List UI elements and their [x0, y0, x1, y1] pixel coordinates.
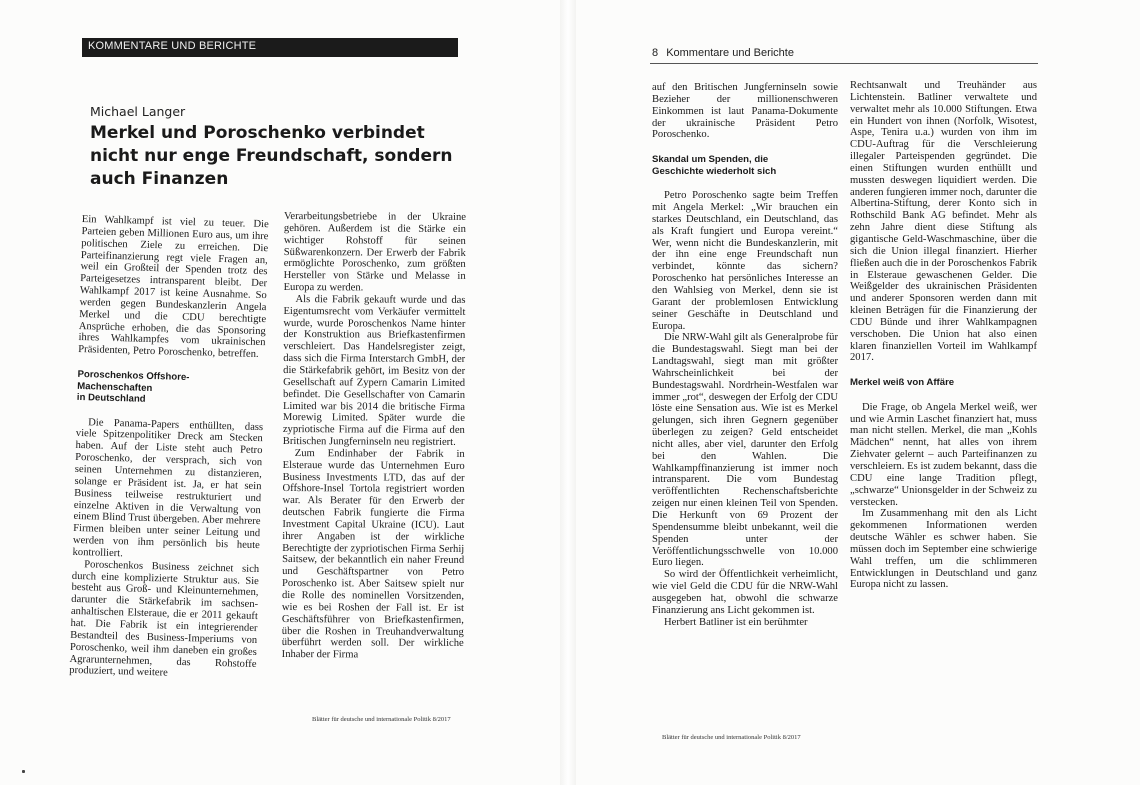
paragraph: Rechtsanwalt und Treuhänder aus Lichtenstein. Batliner verwaltete und verwaltet mehr als 10.000 Stiftungen. Etwa ein Hundert von ihnen (Norfolk, Wisotest, Aspe, Tenira u.a.) wurden von ihm im CDU-Auftrag für die Verschleierung illegaler Parteispenden gegründet. Die einen Stiftungen wurden enthüllt und mussten deswegen liquidiert werden. Die anderen fungieren immer noch, darunter die Albertina-Stiftung, derer Konto sich in Rothschild Bank AG befindet. Mehr als zehn Jahre dient diese Stiftung als gigantische Geld-Waschmaschine, über die sich die Union illegal finanziert. Hierher fließen auch die in der Poroschenkos Fabrik in Elsteraue gewaschenen Gelder. Die Weißgelder des ukrainischen Präsidenten und anderer Sponsoren werden dann mit kleinen Beträgen für die Finanzierung der CDU Bünde und ihrer Wahlkampagnen verschoben. Die Union hat also einen klaren finanziellen Vorteil im Wahlkampf 2017. [850, 80, 1037, 364]
article-column-4 [850, 80, 1037, 640]
subheading: Skandal um Spenden, die Geschichte wiederholt sich [652, 154, 777, 177]
scan-speck [22, 770, 25, 773]
paragraph: So wird der Öffentlichkeit verheimlicht, wie viel Geld die CDU für die NRW-Wahl ausgegeben hat, obwohl die schwarze Finanzierung ans Licht gekommen ist. [652, 569, 838, 616]
article-column-1 [69, 214, 269, 694]
paragraph: Die Frage, ob Angela Merkel weiß, wer und wie Armin Laschet finanziert hat, muss man nicht stellen. Merkel, die man „Kohls Mädchen“ nennt, hat alles von ihrem Ziehvater gelernt – auch Parteifinanzen zu verschleiern. Es ist zudem bekannt, dass die CDU eine lange Tradition pflegt, „schwarze“ Unionsgelder in der Schweiz zu verstecken. [850, 401, 1037, 508]
section-label: KOMMENTARE UND BERICHTE [88, 40, 257, 52]
article-column-3 [652, 82, 838, 642]
paragraph: Im Zusammenhang mit den als Licht gekommenen Informationen werden deutsche Wähler es schwer haben. Sie müssen doch im September eine schwierige Wahl treffen, um die schlimmeren Entwicklungen in Deutschland und ganz Europa nicht zu lassen. [850, 508, 1037, 591]
paragraph: Poroschenkos Business zeichnet sich durch eine komplizierte Struktur aus. Sie besteht aus Groß- und Kleinunternehmen, darunter die Stärkefabrik im sachsen-anhaltischen Elsteraue, die er 2011 gekauft hat. Die Fabrik ist ein integrierender Bestandteil des Business-Imperiums von Poroschenko, weil ihm daneben ein großes Agrarunternehmen, das Rohstoffe produziert, und weitere [69, 558, 260, 679]
paragraph: Verarbeitungsbetriebe in der Ukraine gehören. Außerdem ist die Stärke ein wichtiger Rohstoff für seinen Süßwarenkonzern. Der Erwerb der Fabrik ermöglichte Poroschenko, zum größten Hersteller von Stärke und Melasse in Europa zu werden. [283, 211, 466, 294]
paragraph: Die NRW-Wahl gilt als Generalprobe für die Bundestagswahl. Siegt man bei der Landtagswahl, siegt man mit größter Wahrscheinlichkeit bei der Bundestagswahl. Nordrhein-Westfalen war immer „rot“, deswegen der Erfolg der CDU löste eine Sensation aus. Wie ist es Merkel gelungen, sich ihren Gegnern gegenüber überlegen zu zeigen? Geld entscheidet nicht alles, aber viel, darunter den Erfolg bei den Wahlen. Die Wahlkampffinanzierung ist immer noch intransparent. Die vom Bundestag veröffentlichten Rechenschaftsberichte zeigen nur einen kleinen Teil von Spenden. Die Herkunft von 69 Prozent der Spendensumme bleibt unbekannt, weil die Spenden unter der Veröffentlichungsschwelle von 10.000 Euro liegen. [652, 332, 838, 569]
header-rule [650, 63, 1038, 64]
paragraph: Ein Wahlkampf ist viel zu teuer. Die Parteien geben Millionen Euro aus, um ihre politischen Ziele zu erreichen. Die Parteifinanzierung regt viele Fragen an, weil ein Großteil der Spenden trotz des Parteigesetzes intransparent bleibt. Der Wahlkampf 2017 ist keine Ausnahme. So werden gegen Bundeskanzlerin Angela Merkel und die CDU berechtigte Ansprüche erhoben, die das Sponsoring ihres Wahlkampfes vom ukrainischen Präsidenten, Petro Poroschenko, betreffen. [78, 214, 269, 361]
page-number: 8 [652, 47, 659, 59]
running-header [652, 47, 794, 59]
paragraph: auf den Britischen Jungferninseln sowie Bezieher der millionenschweren Einkommen ist laut Panama-Dokumente der ukrainische Präsident Petro Poroschenko. [652, 82, 838, 141]
paragraph: Die Panama-Papers enthüllten, dass viele Spitzenpolitiker Dreck am Stecken haben. Auf der Liste steht auch Petro Poroschenko, der versprach, sich von seinen Unternehmen zu distanzieren, solange er Präsident ist. Ja, er hat sein Business teilweise restrukturiert und einzelne Aktiven in die Verwaltung von einem Blind Trust übergeben. Aber mehrere Firmen bleiben unter seiner Leitung und werden von ihm persönlich bis heute kontrolliert. [72, 416, 264, 560]
section-label-bar [82, 38, 458, 57]
article-column-2 [282, 211, 466, 687]
subheading: Merkel weiß von Affäre [850, 377, 955, 389]
paragraph: Zum Endinhaber der Fabrik in Elsteraue wurde das Unternehmen Euro Business Investments LTD, das auf der Offshore-Insel Tortola registriert worden war. Als Berater für den Erwerb der deutschen Fabrik fungierte die Firma Investment Capital Ukraine (ICU). Laut ihrer Angaben ist der wirkliche Berechtigte der zypriotischen Firma Serhij Saitsew, der bekanntlich ein naher Freund und Geschäftspartner von Petro Poroschenko ist. Aber Saitsew spielt nur die Rolle des nominellen Vorsitzenden, wie es bei Roshen der Fall ist. Er ist Geschäftsführer von Briefkastenfirmen, über die Roshen in Treuhandverwaltung überführt werden soll. Der wirkliche Inhaber der Firma [281, 447, 465, 661]
page-footer-left: Blätter für deutsche und internationale Politik 8/2017 [312, 716, 451, 723]
article-author: Michael Langer [90, 104, 186, 119]
running-header-text: Kommentare und Berichte [666, 47, 794, 59]
subheading: Poroschenkos Offshore-Machenschaften in Deutschland [76, 369, 190, 405]
article-title: Merkel und Poroschenko verbindet nicht nur enge Freundschaft, sondern auch Finanzen [90, 123, 453, 189]
paragraph: Herbert Batliner ist ein berühmter [664, 616, 808, 628]
page-footer-right: Blätter für deutsche und internationale Politik 8/2017 [662, 734, 801, 741]
page-gutter [560, 0, 576, 785]
paragraph: Petro Poroschenko sagte beim Treffen mit Angela Merkel: „Wir brauchen ein starkes Deutschland, ein Deutschland, das als Kraft fungiert und Europa vereint.“ Wer, wenn nicht die Bundeskanzlerin, mit der ihn eine enge Freundschaft nun verbindet, könnte das sichern? Poroschenko hat persönliches Interesse an den Wahlsieg von Merkel, denn sie ist Garant der problemlosen Entwicklung seiner Geschäfte in Deutschland und Europa. [652, 190, 838, 332]
paragraph: Als die Fabrik gekauft wurde und das Eigentumsrecht vom Verkäufer vermittelt wurde, wurde Poroschenkos Name hinter der Konstruktion aus Briefkastenfirmen verschleiert. Das Handelsregister zeigt, dass sich die Firma Interstarch GmbH, der die Stärkefabrik gehört, im Besitz von der Gesellschaft auf Zypern Camarin Limited befindet. Die Gesellschafter von Camarin Limited war bis 2014 die britische Firma Morewig Limited. Später wurde die zypriotische Firma auf die Firma auf den Britischen Jungferninseln neu registriert. [282, 293, 466, 448]
